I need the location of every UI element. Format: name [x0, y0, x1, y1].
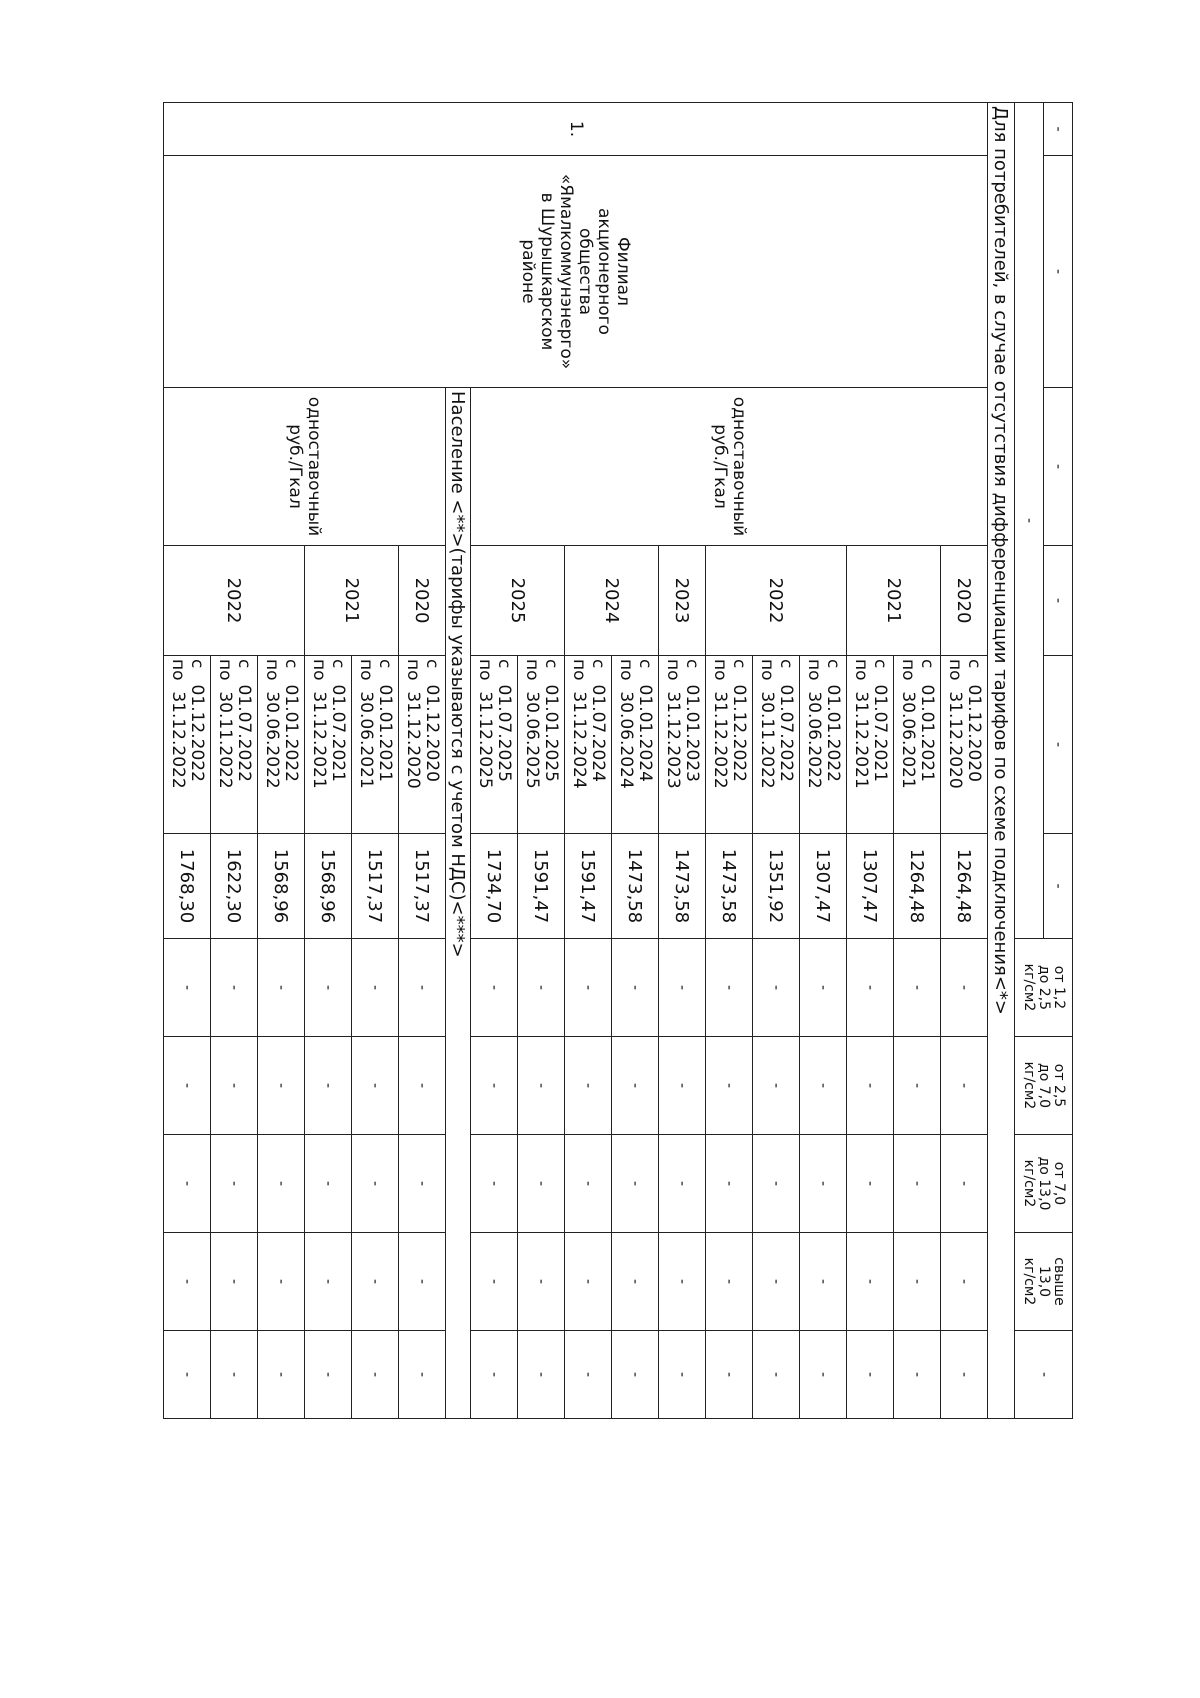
period-cell: с 01.07.2024 по 31.12.2024: [565, 656, 612, 834]
dash-cell: -: [1015, 1331, 1073, 1419]
tariff-value: 1591,47: [565, 834, 612, 939]
dash-cell: -: [612, 1135, 659, 1233]
tariff-value: 1473,58: [612, 834, 659, 939]
period-cell: с 01.01.2021 по 30.06.2021: [352, 656, 399, 834]
dash-cell: -: [211, 1233, 258, 1331]
dash-cell: -: [941, 1331, 988, 1419]
pressure-col-header: от 1,2 до 2,5 кг/см2: [1015, 939, 1073, 1037]
period-cell: с 01.01.2022 по 30.06.2022: [800, 656, 847, 834]
dash-cell: -: [800, 1331, 847, 1419]
tariff-value: 1307,47: [847, 834, 894, 939]
dash-cell: -: [211, 939, 258, 1037]
dash-cell: -: [659, 939, 706, 1037]
period-cell: с 01.01.2022 по 30.06.2022: [258, 656, 305, 834]
dash-cell: -: [211, 1331, 258, 1419]
period-cell: с 01.12.2020 по 31.12.2020: [941, 656, 988, 834]
dash-cell: -: [565, 1331, 612, 1419]
dash-cell: -: [1044, 546, 1073, 656]
year-cell: 2024: [565, 546, 659, 656]
dash-cell: -: [941, 1233, 988, 1331]
organization-name: Филиал акционерного общества «Ямалкоммунэнерго» в Шурышкарском районе: [164, 156, 988, 388]
tariff-type: одноставочный руб./Гкал: [164, 388, 446, 546]
dash-cell: -: [706, 1331, 753, 1419]
row-number: 1.: [164, 103, 988, 156]
dash-cell: -: [258, 1331, 305, 1419]
period-cell: с 01.12.2020 по 31.12.2020: [399, 656, 446, 834]
tariff-value: 1264,48: [894, 834, 941, 939]
dash-cell: -: [471, 1331, 518, 1419]
dash-cell: -: [471, 1233, 518, 1331]
dash-cell: -: [753, 1037, 800, 1135]
dash-cell: -: [1015, 103, 1044, 939]
dash-cell: -: [305, 1233, 352, 1331]
dash-cell: -: [800, 939, 847, 1037]
tariff-value: 1622,30: [211, 834, 258, 939]
dash-cell: -: [518, 1037, 565, 1135]
period-cell: с 01.07.2025 по 31.12.2025: [471, 656, 518, 834]
tariff-value: 1473,58: [659, 834, 706, 939]
dash-cell: -: [211, 1037, 258, 1135]
period-cell: с 01.12.2022 по 31.12.2022: [164, 656, 211, 834]
year-cell: 2025: [471, 546, 565, 656]
dash-cell: -: [399, 1135, 446, 1233]
dash-cell: -: [612, 939, 659, 1037]
period-cell: с 01.01.2021 по 30.06.2021: [894, 656, 941, 834]
dash-cell: -: [894, 1037, 941, 1135]
dash-cell: -: [1044, 156, 1073, 388]
dash-cell: -: [612, 1331, 659, 1419]
header-dash-row: [1044, 103, 1073, 1419]
tariff-value: 1517,37: [352, 834, 399, 939]
period-cell: с 01.07.2021 по 31.12.2021: [305, 656, 352, 834]
dash-cell: -: [1044, 103, 1073, 156]
dash-cell: -: [847, 1135, 894, 1233]
dash-cell: -: [659, 1135, 706, 1233]
dash-cell: -: [847, 1233, 894, 1331]
dash-cell: -: [258, 1233, 305, 1331]
dash-cell: -: [941, 1037, 988, 1135]
period-cell: с 01.07.2022 по 30.11.2022: [211, 656, 258, 834]
year-cell: 2022: [164, 546, 305, 656]
dash-cell: -: [659, 1331, 706, 1419]
dash-cell: -: [800, 1037, 847, 1135]
dash-cell: -: [941, 939, 988, 1037]
population-note: Население <**>(тарифы указываются с учетом НДС)<***>: [446, 388, 471, 1419]
dash-cell: -: [518, 1233, 565, 1331]
dash-cell: -: [941, 1135, 988, 1233]
dash-cell: -: [706, 1233, 753, 1331]
dash-cell: -: [164, 1135, 211, 1233]
tariff-table: [163, 102, 1073, 1419]
dash-cell: -: [753, 939, 800, 1037]
period-cell: с 01.07.2021 по 31.12.2021: [847, 656, 894, 834]
dash-cell: -: [659, 1233, 706, 1331]
dash-cell: -: [518, 1135, 565, 1233]
dash-cell: -: [565, 1135, 612, 1233]
tariff-value: 1473,58: [706, 834, 753, 939]
dash-cell: -: [258, 1037, 305, 1135]
year-cell: 2021: [305, 546, 399, 656]
dash-cell: -: [352, 1037, 399, 1135]
dash-cell: -: [305, 939, 352, 1037]
dash-cell: -: [164, 1037, 211, 1135]
table-row: [941, 103, 988, 1419]
pressure-col-header: свыше 13,0 кг/см2: [1015, 1233, 1073, 1331]
dash-cell: -: [305, 1037, 352, 1135]
dash-cell: -: [164, 1331, 211, 1419]
dash-cell: -: [847, 939, 894, 1037]
dash-cell: -: [565, 1233, 612, 1331]
dash-cell: -: [847, 1037, 894, 1135]
dash-cell: -: [1044, 656, 1073, 834]
dash-cell: -: [352, 1233, 399, 1331]
dash-cell: -: [518, 1331, 565, 1419]
dash-cell: -: [706, 1135, 753, 1233]
dash-cell: -: [753, 1331, 800, 1419]
period-cell: с 01.01.2024 по 30.06.2024: [612, 656, 659, 834]
dash-cell: -: [612, 1233, 659, 1331]
dash-cell: -: [352, 1331, 399, 1419]
tariff-value: 1591,47: [518, 834, 565, 939]
dash-cell: -: [753, 1135, 800, 1233]
tariff-value: 1307,47: [800, 834, 847, 939]
dash-cell: -: [847, 1331, 894, 1419]
tariff-value: 1768,30: [164, 834, 211, 939]
dash-cell: -: [471, 1135, 518, 1233]
dash-cell: -: [518, 939, 565, 1037]
period-cell: с 01.01.2025 по 30.06.2025: [518, 656, 565, 834]
dash-cell: -: [305, 1135, 352, 1233]
tariff-value: 1517,37: [399, 834, 446, 939]
dash-cell: -: [399, 1233, 446, 1331]
dash-cell: -: [352, 939, 399, 1037]
dash-cell: -: [612, 1037, 659, 1135]
period-cell: с 01.07.2022 по 30.11.2022: [753, 656, 800, 834]
dash-cell: -: [753, 1233, 800, 1331]
year-cell: 2022: [706, 546, 847, 656]
dash-cell: -: [305, 1331, 352, 1419]
dash-cell: -: [565, 939, 612, 1037]
dash-cell: -: [565, 1037, 612, 1135]
year-cell: 2020: [399, 546, 446, 656]
tariff-value: 1568,96: [258, 834, 305, 939]
period-cell: с 01.01.2023 по 31.12.2023: [659, 656, 706, 834]
dash-cell: -: [706, 939, 753, 1037]
dash-cell: -: [894, 939, 941, 1037]
dash-cell: -: [800, 1233, 847, 1331]
tariff-value: 1568,96: [305, 834, 352, 939]
period-cell: с 01.12.2022 по 31.12.2022: [706, 656, 753, 834]
dash-cell: -: [399, 939, 446, 1037]
tariff-value: 1264,48: [941, 834, 988, 939]
dash-cell: -: [659, 1037, 706, 1135]
dash-cell: -: [164, 1233, 211, 1331]
tariff-value: 1351,92: [753, 834, 800, 939]
dash-cell: -: [706, 1037, 753, 1135]
year-cell: 2021: [847, 546, 941, 656]
dash-cell: -: [894, 1331, 941, 1419]
dash-cell: -: [258, 939, 305, 1037]
dash-cell: -: [399, 1037, 446, 1135]
dash-cell: -: [352, 1135, 399, 1233]
dash-cell: -: [471, 1037, 518, 1135]
dash-cell: -: [1044, 388, 1073, 546]
dash-cell: -: [258, 1135, 305, 1233]
consumer-header-note: Для потребителей, в случае отсутствия дифференциации тарифов по схеме подключения<*>: [988, 103, 1015, 1419]
dash-cell: -: [211, 1135, 258, 1233]
pressure-col-header: от 7,0 до 13,0 кг/см2: [1015, 1135, 1073, 1233]
tariff-value: 1734,70: [471, 834, 518, 939]
rotated-tariff-table: [57, 102, 1073, 1418]
year-cell: 2020: [941, 546, 988, 656]
dash-cell: -: [399, 1331, 446, 1419]
pressure-col-header: от 2,5 до 7,0 кг/см2: [1015, 1037, 1073, 1135]
year-cell: 2023: [659, 546, 706, 656]
dash-cell: -: [164, 939, 211, 1037]
dash-cell: -: [800, 1135, 847, 1233]
dash-cell: -: [471, 939, 518, 1037]
tariff-type: одноставочный руб./Гкал: [471, 388, 988, 546]
dash-cell: -: [1044, 834, 1073, 939]
dash-cell: -: [894, 1233, 941, 1331]
dash-cell: -: [894, 1135, 941, 1233]
